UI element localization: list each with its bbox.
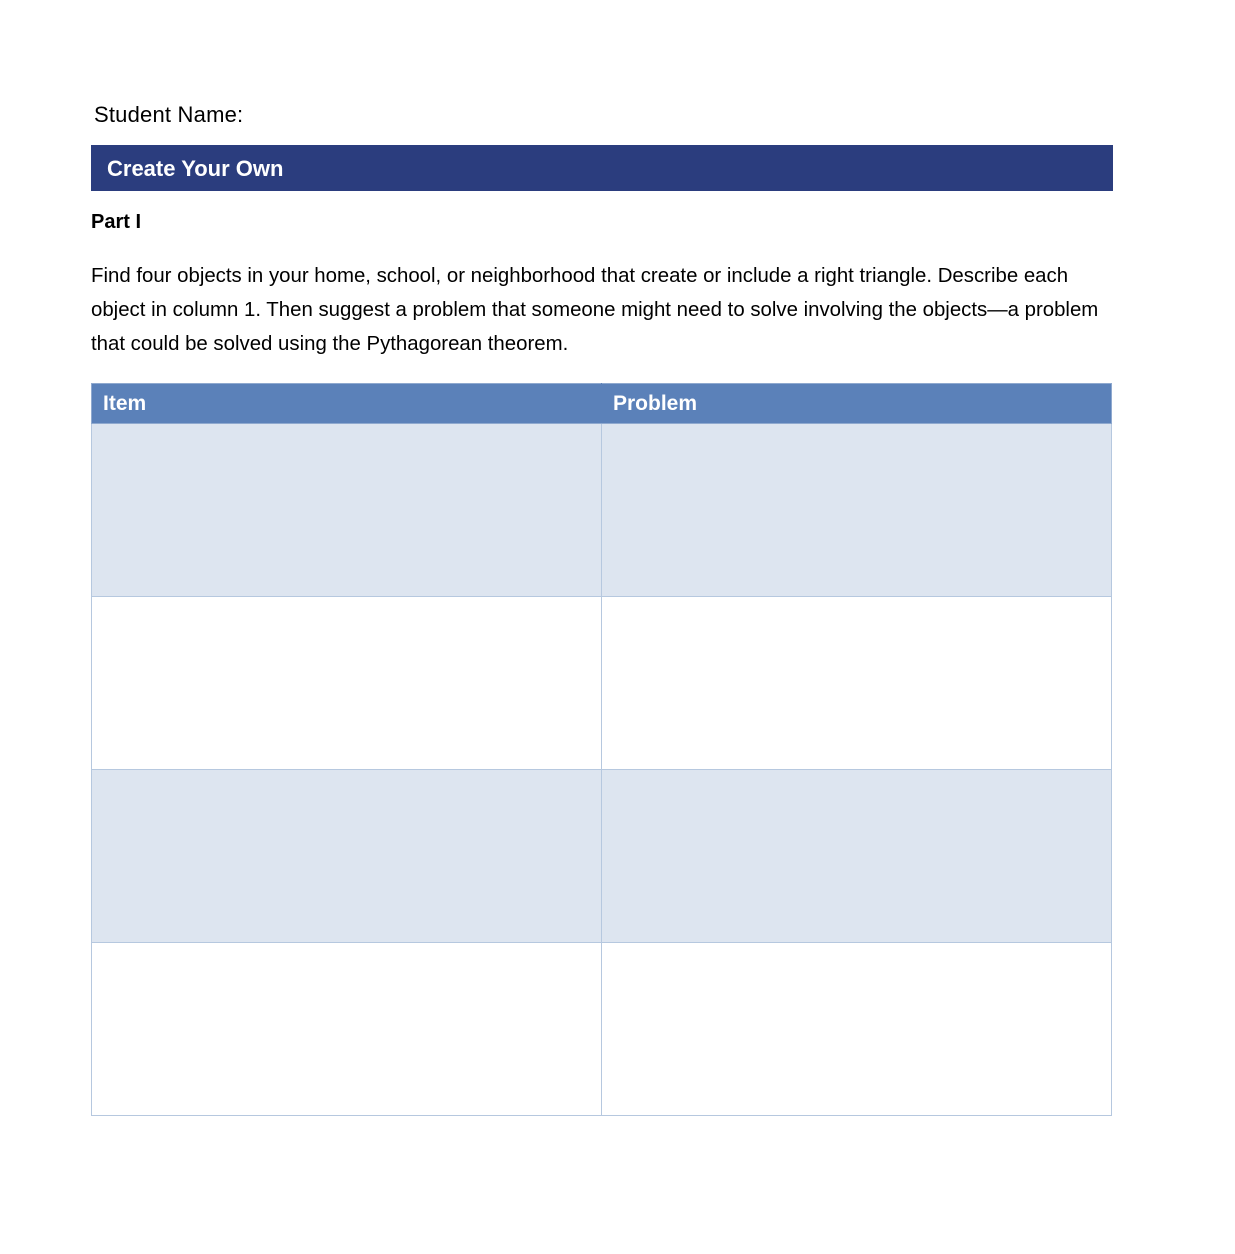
item-cell[interactable] (92, 943, 602, 1116)
problem-cell[interactable] (602, 424, 1112, 597)
table-row (92, 770, 1112, 943)
table-row (92, 943, 1112, 1116)
table-header-row (92, 384, 1112, 424)
item-problem-table (91, 383, 1112, 1116)
item-cell[interactable] (92, 597, 602, 770)
section-title-bar (91, 145, 1113, 191)
table-row (92, 424, 1112, 597)
item-cell[interactable] (92, 424, 602, 597)
table-row (92, 597, 1112, 770)
column-header-item: Item (92, 384, 602, 424)
column-header-problem: Problem (602, 384, 1112, 424)
problem-cell[interactable] (602, 597, 1112, 770)
part-label: Part I (91, 211, 142, 233)
problem-cell[interactable] (602, 943, 1112, 1116)
problem-cell[interactable] (602, 770, 1112, 943)
item-cell[interactable] (92, 770, 602, 943)
student-name-label: Student Name: (94, 102, 244, 127)
section-title: Create Your Own (107, 156, 284, 181)
instructions-text: Find four objects in your home, school, or neighborhood that create or include a right triangle. Describe each object in column 1. Then suggest a problem that someone might need to solve involving the objects—a problem that could be solved using the Pythagorean theorem. (91, 265, 1099, 355)
